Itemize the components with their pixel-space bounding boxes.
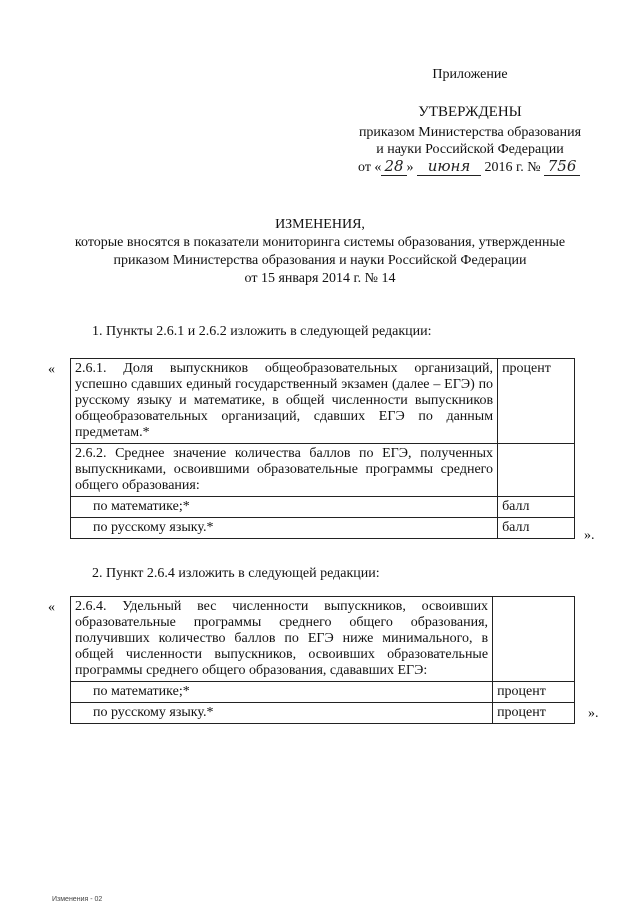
appendix-label: Приложение (432, 67, 508, 82)
order-number: 756 (544, 158, 580, 176)
table-row (71, 682, 575, 703)
row-unit: процент (493, 682, 575, 703)
order-date-line (358, 158, 618, 176)
row-unit (498, 444, 575, 497)
title-line-3: от 15 января 2014 г. № 14 (244, 271, 396, 286)
document-title: ИЗМЕНЕНИЯ, (275, 217, 365, 232)
section-1-table (70, 358, 575, 539)
table-row (71, 703, 575, 724)
date-year: 2016 г. № (484, 160, 541, 175)
table-row (71, 597, 575, 682)
table-row (71, 359, 575, 444)
row-unit (493, 597, 575, 682)
row-text: 2.6.1. Доля выпускников общеобразовательных организаций, успешно сдавших единый государственный экзамен (далее – ЕГЭ) по русскому языку и математике, в общей численности выпускников общеобразовательных организаций, сдавших ЕГЭ по данным предметам.* (71, 359, 498, 444)
row-unit: балл (498, 518, 575, 539)
section-2-open-quote: « (48, 600, 55, 615)
section-1-open-quote: « (48, 362, 55, 377)
row-text: по русскому языку.* (71, 518, 498, 539)
date-prefix: от « (358, 160, 382, 175)
date-mid: » (406, 160, 418, 175)
table-row (71, 444, 575, 497)
table-row (71, 497, 575, 518)
title-line-2: приказом Министерства образования и науки Российской Федерации (113, 253, 527, 268)
section-2-table (70, 596, 575, 724)
order-line-2: и науки Российской Федерации (376, 142, 564, 157)
approved-label: УТВЕРЖДЕНЫ (418, 104, 522, 120)
section-2-intro: 2. Пункт 2.6.4 изложить в следующей редакции: (92, 566, 380, 581)
section-1-intro: 1. Пункты 2.6.1 и 2.6.2 изложить в следующей редакции: (92, 324, 432, 339)
row-text: 2.6.2. Среднее значение количества баллов по ЕГЭ, полученных выпускниками, освоившими образовательные программы среднего общего образования: (71, 444, 498, 497)
order-line-1: приказом Министерства образования (358, 125, 582, 140)
row-text: по математике;* (71, 497, 498, 518)
row-text: по математике;* (71, 682, 493, 703)
row-text: по русскому языку.* (71, 703, 493, 724)
date-day: 28 (381, 157, 406, 176)
row-text: 2.6.4. Удельный вес численности выпускников, освоивших образовательные программы среднего общего образования, получивших количество баллов по ЕГЭ ниже минимального, в общей численности выпускников, освоивших образовательные программы среднего общего образования, сдававших ЕГЭ: (71, 597, 493, 682)
footer-note: Изменения - 02 (52, 896, 103, 903)
section-1-close-quote: ». (584, 528, 595, 543)
row-unit: процент (498, 359, 575, 444)
title-line-1: которые вносятся в показатели мониторинга системы образования, утвержденные (74, 235, 566, 250)
date-month: июня (417, 158, 481, 176)
table-row (71, 518, 575, 539)
row-unit: процент (493, 703, 575, 724)
section-2-close-quote: ». (588, 706, 599, 721)
row-unit: балл (498, 497, 575, 518)
